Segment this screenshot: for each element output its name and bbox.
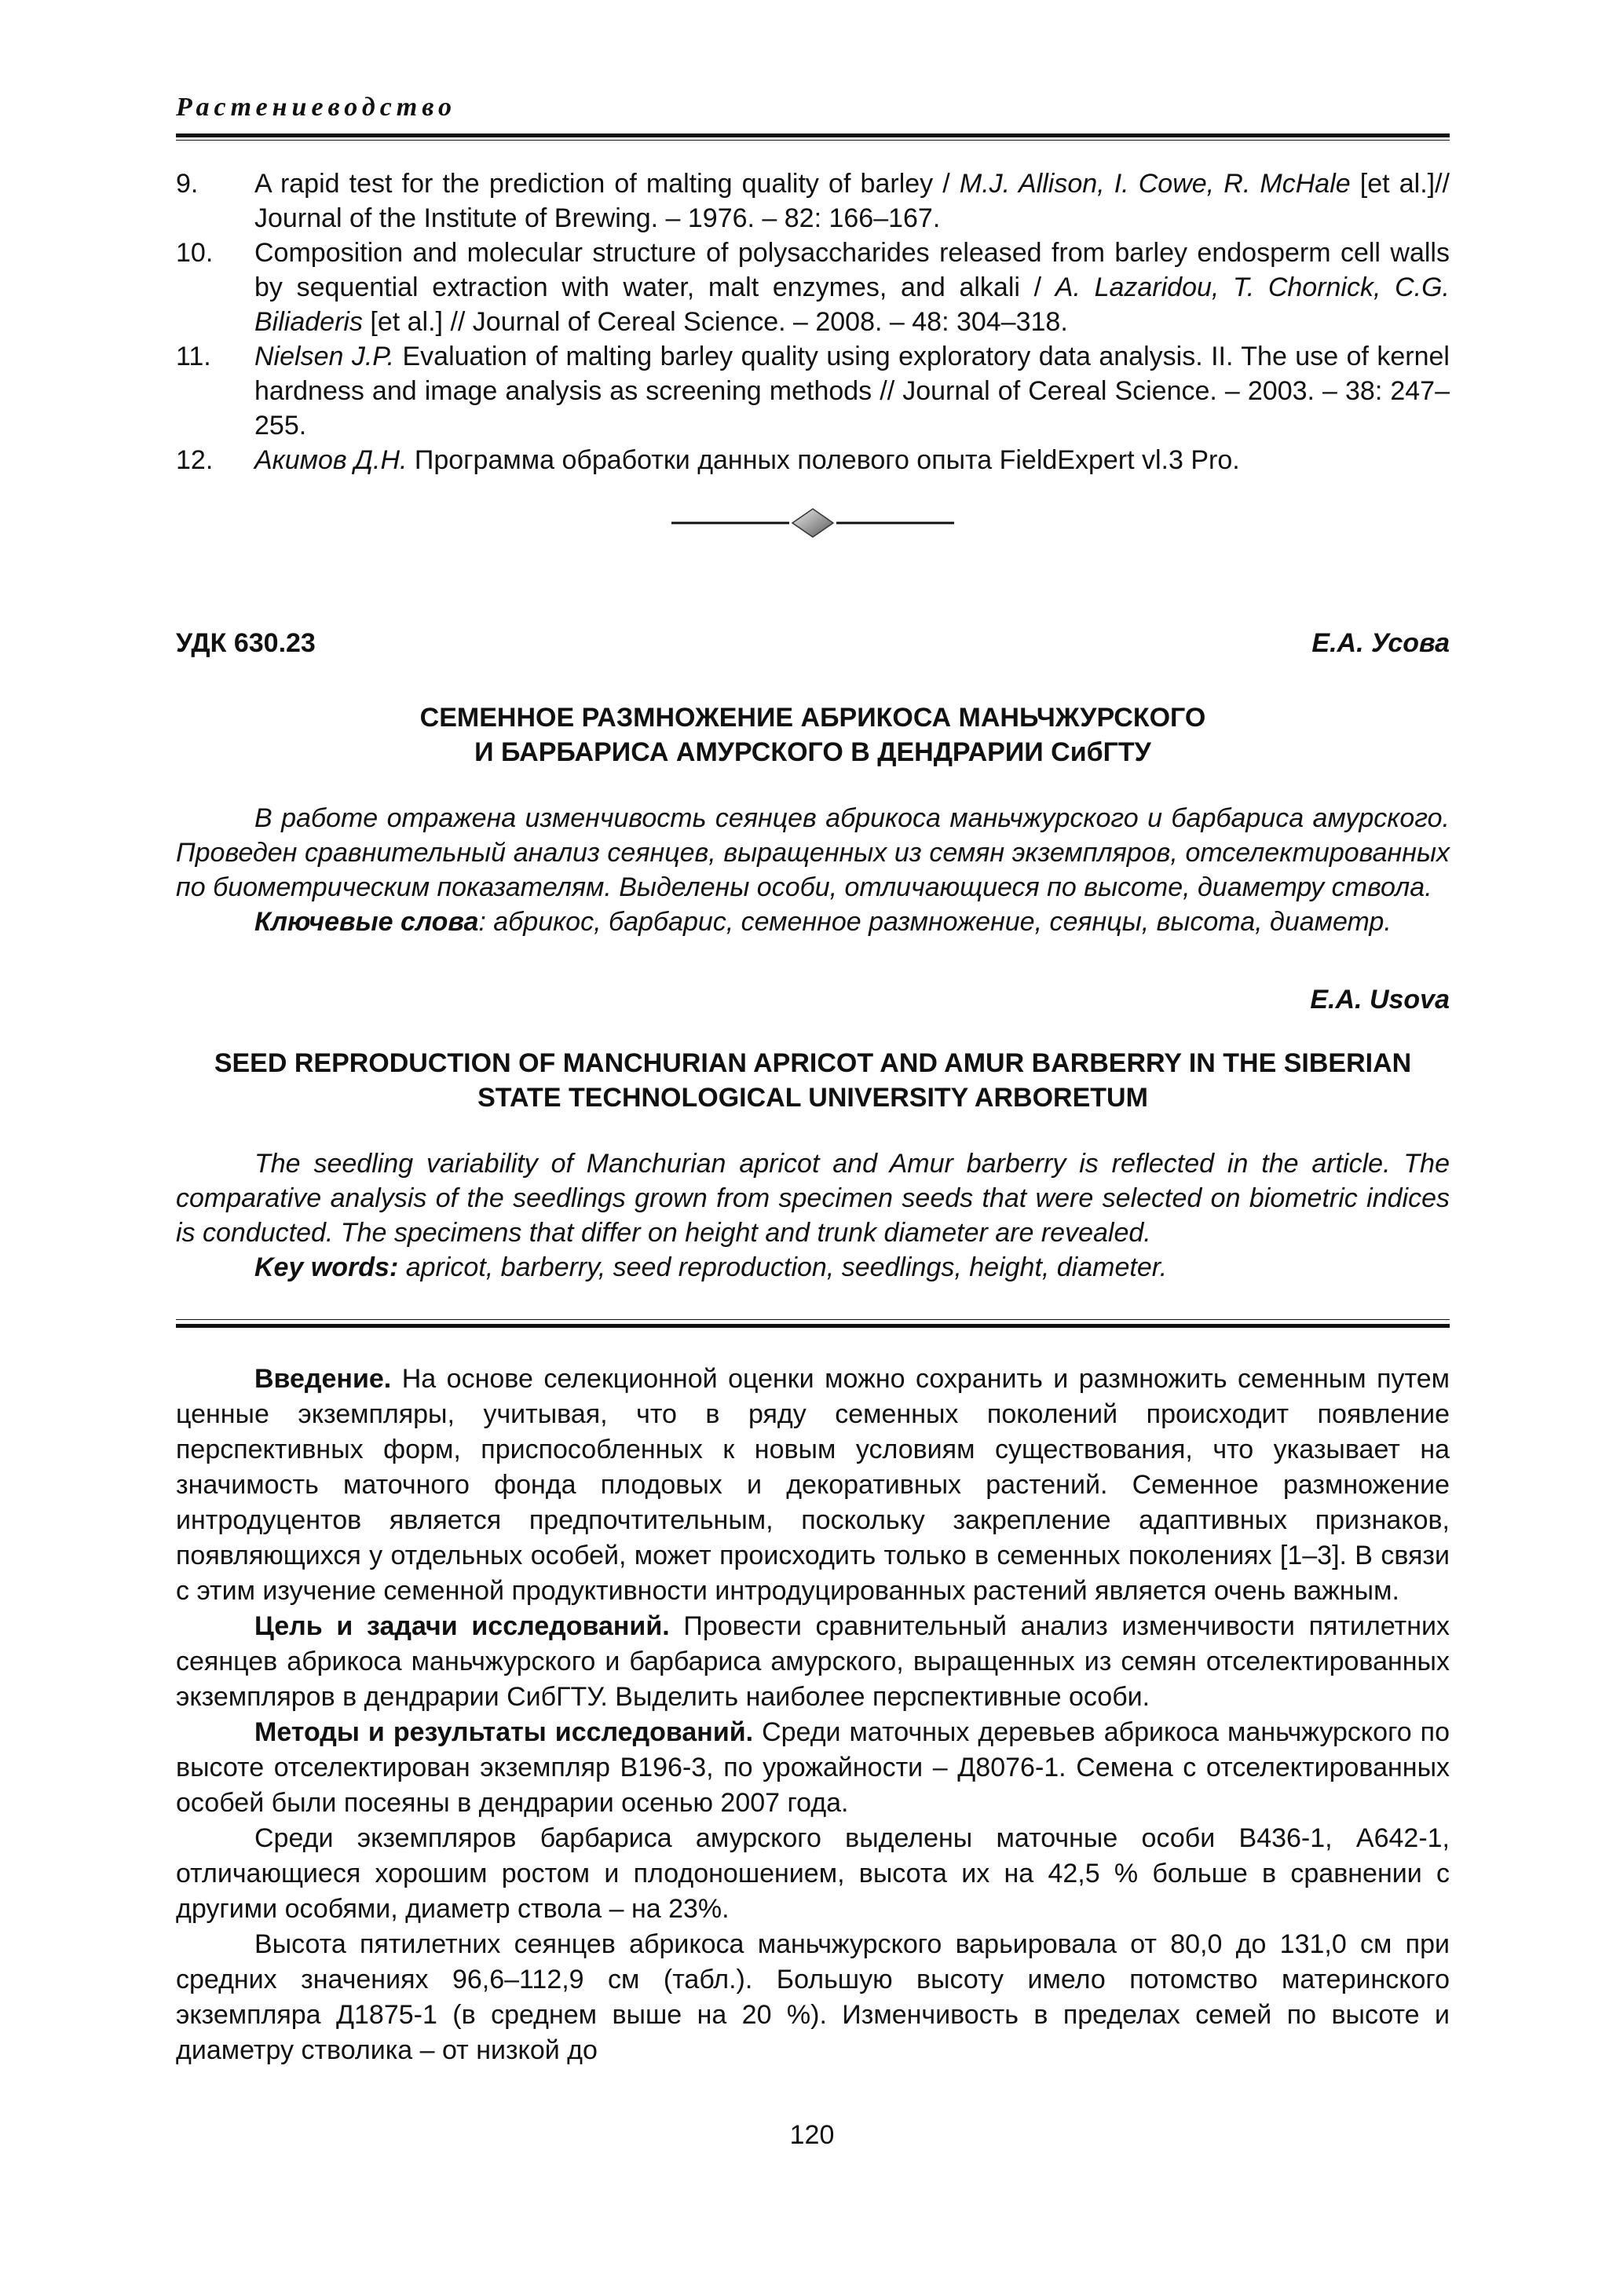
- title-line: STATE TECHNOLOGICAL UNIVERSITY ARBORETUM: [477, 1083, 1148, 1113]
- article-title-en: [176, 1046, 1450, 1115]
- article-title-ru: [176, 700, 1450, 770]
- keywords-label: Ключевые слова: [254, 907, 479, 937]
- title-line: SEED REPRODUCTION OF MANCHURIAN APRICOT AND AMUR BARBERRY IN THE SIBERIAN: [214, 1048, 1412, 1078]
- paragraph-lead: Методы и результаты исследований.: [254, 1717, 754, 1747]
- paragraph-text: На основе селекционной оценки можно сохранить и размножить семенным путем ценные экземпляры, учитывая, что в ряду семенных поколений происходит появление перспективных форм, приспособленных к новым условиям существования, что указывает на значимость маточного фонда плодовых и декоративных растений. Семенное размножение интродуцентов является предпочтительным, поскольку закрепление адаптивных признаков, появляющихся у отдельных особей, может происходить только в семенных поколениях [1–3]. В связи с этим изучение семенной продуктивности интродуцированных растений является очень важным.: [176, 1364, 1450, 1606]
- reference-title: Evaluation of malting barley quality using exploratory data analysis. II. The use of kernel hardness and image analysis as screening methods // Journal of Cereal Science. – 2003. – 38: 247–255.: [254, 342, 1450, 441]
- paragraph-text: Провести сравнительный анализ изменчивости пятилетних сеянцев абрикоса маньчжурского и барбариса амурского, выращенных из семян отселектированных экземпляров в дендрарии СибГТУ. Выделить наиболее перспективные особи.: [176, 1611, 1450, 1712]
- reference-title: A rapid test for the prediction of malting quality of barley /: [254, 169, 960, 199]
- reference-authors: Nielsen J.P.: [254, 342, 395, 371]
- body-paragraph: [176, 1821, 1450, 1927]
- keywords-ru: [176, 905, 1450, 939]
- title-line: И БАРБАРИСА АМУРСКОГО В ДЕНДРАРИИ СибГТУ: [474, 737, 1151, 767]
- running-head: Растениеводство: [176, 93, 456, 122]
- body-paragraph: [176, 1927, 1450, 2068]
- abstract-text: The seedling variability of Manchurian apricot and Amur barberry is reflected in the article. The comparative analysis of the seedlings grown from specimen seeds that were selected on biometric indices is conducted. The specimens that differ on height and trunk diameter are revealed.: [176, 1149, 1450, 1248]
- abstract-text: В работе отражена изменчивость сеянцев абрикоса маньчжурского и барбариса амурского. Проведен сравнительный анализ сеянцев, выращенных из семян экземпляров, отселектированных по биометрическим показателям. Выделены особи, отличающиеся по высоте, диаметру ствола.: [176, 803, 1450, 902]
- abstract-ru: [176, 801, 1450, 939]
- paragraph-text: Высота пятилетних сеянцев абрикоса маньчжурского варьировала от 80,0 до 131,0 см при средних значениях 96,6–112,9 см (табл.). Большую высоту имело потомство материнского экземпляра Д1875-1 (в среднем выше на 20 %). Изменчивость в пределах семей по высоте и диаметру стволика – от низкой до: [176, 1929, 1450, 2065]
- keywords-en: [176, 1250, 1450, 1285]
- body-paragraph: [176, 1715, 1450, 1821]
- reference-authors: A. Lazaridou, T. Chornick, C.G. Biliaderis: [254, 272, 1450, 337]
- section-divider-ornament: [671, 507, 954, 539]
- body-paragraph: [176, 1362, 1450, 1609]
- title-line: СЕМЕННОЕ РАЗМНОЖЕНИЕ АБРИКОСА МАНЬЧЖУРСКОГО: [419, 703, 1206, 733]
- keywords-label: Key words:: [254, 1252, 399, 1282]
- header-rule-thick: [176, 133, 1450, 137]
- reference-number: 9.: [176, 169, 199, 199]
- paragraph-text: Среди маточных деревьев абрикоса маньчжурского по высоте отселектирован экземпляр В196-3, по урожайности – Д8076-1. Семена с отселектированных особей были посеяны в дендрарии осенью 2007 года.: [176, 1717, 1450, 1818]
- article-body: [176, 1362, 1450, 2068]
- author-name-ru: Е.А. Усова: [1311, 628, 1450, 658]
- reference-authors: M.J. Allison, I. Cowe, R. McHale: [959, 169, 1351, 199]
- reference-number: 10.: [176, 238, 214, 268]
- page-number: 120: [789, 2120, 835, 2150]
- keywords-text: apricot, barberry, seed reproduction, seedlings, height, diameter.: [398, 1252, 1168, 1282]
- header-rule-thin: [176, 140, 1450, 141]
- paragraph-lead: Цель и задачи исследований.: [254, 1611, 670, 1641]
- reference-item: [176, 339, 1450, 443]
- author-name-en: E.A. Usova: [1310, 985, 1450, 1015]
- section-rule-thick: [176, 1324, 1450, 1328]
- reference-item: [176, 166, 1450, 236]
- section-rule-thin: [176, 1319, 1450, 1320]
- body-paragraph: [176, 1609, 1450, 1715]
- reference-number: 11.: [176, 342, 211, 371]
- abstract-en: [176, 1146, 1450, 1285]
- reference-item: [176, 236, 1450, 339]
- reference-authors: Акимов Д.Н.: [254, 445, 408, 475]
- reference-item: [176, 443, 1450, 477]
- reference-title: Composition and molecular structure of polysaccharides released from barley endosperm cell walls by sequential extraction with water, malt enzymes, and alkali /: [254, 238, 1450, 302]
- udk-code: УДК 630.23: [176, 628, 316, 658]
- paragraph-lead: Введение.: [254, 1364, 392, 1394]
- reference-title: Программа обработки данных полевого опыта FieldExpert vl.3 Pro.: [407, 445, 1240, 475]
- reference-tail: [et al.] // Journal of Cereal Science. – 2008. – 48: 304–318.: [362, 307, 1068, 337]
- reference-number: 12.: [176, 445, 214, 475]
- keywords-text: : абрикос, барбарис, семенное размножение, сеянцы, высота, диаметр.: [478, 907, 1392, 937]
- paragraph-text: Среди экземпляров барбариса амурского выделены маточные особи В436-1, А642-1, отличающиеся хорошим ростом и плодоношением, высота их на 42,5 % больше в сравнении с другими особями, диаметр ствола – на 23%.: [176, 1823, 1450, 1924]
- reference-tail: [et al.]// Journal of the Institute of Brewing. – 1976. – 82: 166–167.: [254, 169, 1450, 233]
- reference-list: [176, 166, 1450, 477]
